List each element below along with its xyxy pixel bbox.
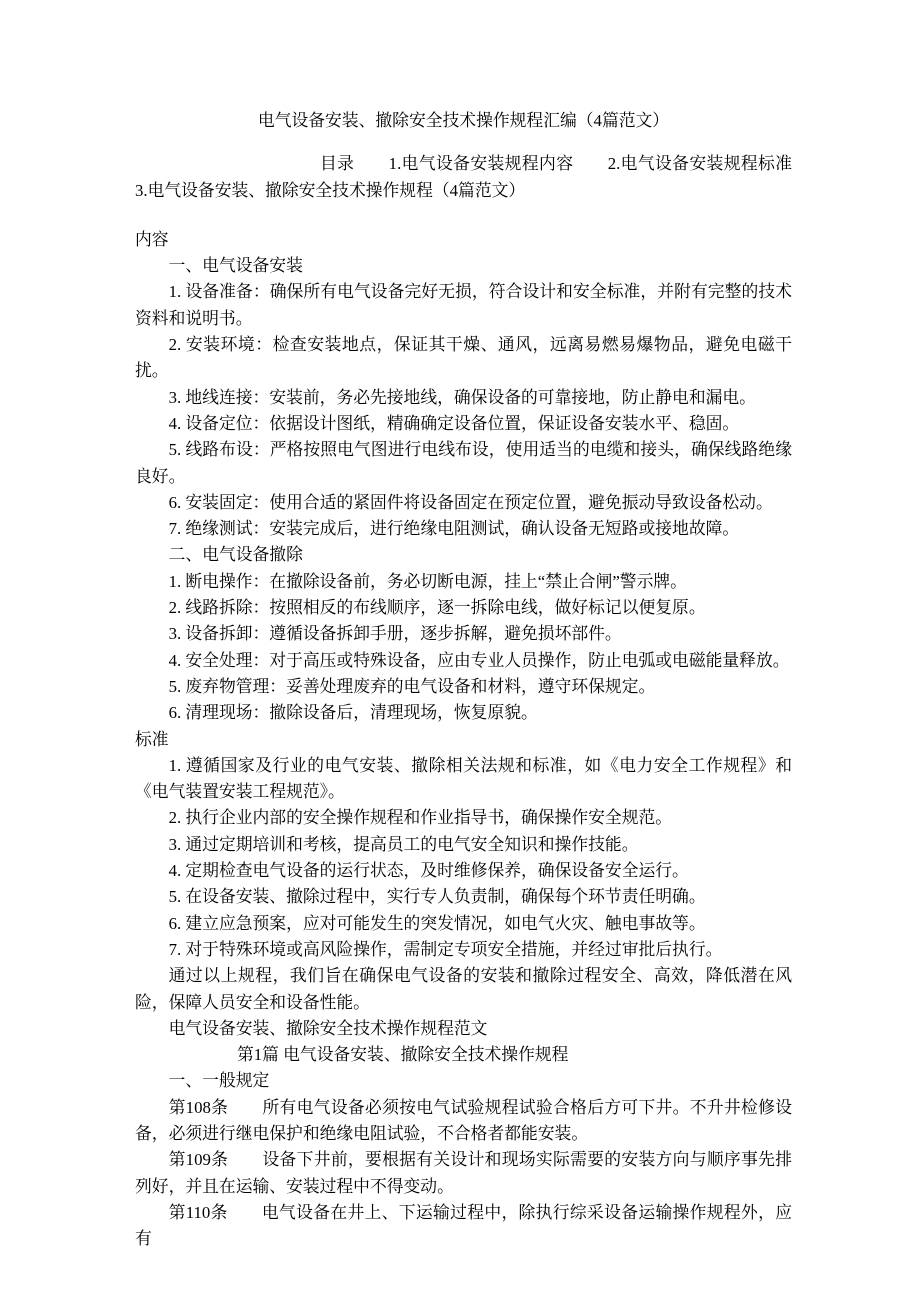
article-item: 第109条 设备下井前，要根据有关设计和现场实际需要的安装方向与顺序事先排列好，并且在运输、安装过程中不得变动。	[135, 1150, 792, 1196]
toc-line: 目录 1.电气设备安装规程内容 2.电气设备安装规程标准 3.电气设备安装、撤除安全技术操作规程（4篇范文）	[135, 154, 792, 200]
list-item: 7. 对于特殊环境或高风险操作，需制定专项安全措施，并经过审批后执行。	[168, 939, 723, 959]
list-item: 4. 安全处理：对于高压或特殊设备，应由专业人员操作，防止电弧或电磁能量释放。	[168, 650, 790, 670]
chapter-heading: 第1篇 电气设备安装、撤除安全技术操作规程	[237, 1045, 569, 1065]
heading-removal: 二、电气设备撤除	[168, 545, 303, 565]
list-item: 4. 设备定位：依据设计图纸，精确确定设备位置，保证设备安装水平、稳固。	[168, 413, 740, 433]
heading-install: 一、电气设备安装	[168, 256, 303, 276]
list-item: 6. 清理现场：撤除设备后，清理现场，恢复原貌。	[168, 703, 538, 723]
heading-general: 一、一般规定	[168, 1071, 270, 1091]
list-item: 1. 设备准备：确保所有电气设备完好无损，符合设计和安全标准，并附有完整的技术资料和说明书。	[135, 282, 792, 328]
subtitle: 电气设备安装、撤除安全技术操作规程范文	[168, 1018, 488, 1038]
list-item: 6. 建立应急预案，应对可能发生的突发情况，如电气火灾、触电事故等。	[168, 913, 706, 933]
list-item: 5. 线路布设：严格按照电气图进行电线布设，使用适当的电缆和接头，确保线路绝缘良好。	[135, 440, 792, 486]
section-label-content: 内容	[135, 229, 169, 249]
list-item: 3. 地线连接：安装前，务必先接地线，确保设备的可靠接地，防止静电和漏电。	[168, 387, 756, 407]
list-item: 1. 断电操作：在撤除设备前，务必切断电源，挂上“禁止合闸”警示牌。	[168, 571, 687, 591]
section-label-standard: 标准	[135, 729, 169, 749]
list-item: 4. 定期检查电气设备的运行状态，及时维修保养，确保设备安全运行。	[168, 861, 689, 881]
list-item: 5. 在设备安装、撤除过程中，实行专人负责制，确保每个环节责任明确。	[168, 887, 706, 907]
list-item: 3. 通过定期培训和考核，提高员工的电气安全知识和操作技能。	[168, 834, 639, 854]
list-item: 5. 废弃物管理：妥善处理废弃的电气设备和材料，遵守环保规定。	[168, 676, 656, 696]
paragraph: 通过以上规程，我们旨在确保电气设备的安装和撤除过程安全、高效，降低潜在风险，保障人员安全和设备性能。	[135, 966, 792, 1012]
article-item: 第110条 电气设备在井上、下运输过程中，除执行综采设备运输操作规程外，应有	[135, 1202, 792, 1249]
list-item: 3. 设备拆卸：遵循设备拆卸手册，逐步拆解，避免损坏部件。	[168, 624, 622, 644]
list-item: 6. 安装固定：使用合适的紧固件将设备固定在预定位置，避免振动导致设备松动。	[168, 492, 773, 512]
list-item: 2. 线路拆除：按照相反的布线顺序，逐一拆除电线，做好标记以便复原。	[168, 598, 706, 618]
list-item: 2. 执行企业内部的安全操作规程和作业指导书，确保操作安全规范。	[168, 808, 673, 828]
list-item: 7. 绝缘测试：安装完成后，进行绝缘电阻测试，确认设备无短路或接地故障。	[168, 519, 740, 539]
document-title: 电气设备安装、撤除安全技术操作规程汇编（4篇范文）	[257, 111, 670, 130]
article-item: 第108条 所有电气设备必须按电气试验规程试验合格后方可下井。不升井检修设备，必须进行继电保护和绝缘电阻试验，不合格者都能安装。	[135, 1097, 792, 1143]
list-item: 2. 安装环境：检查安装地点，保证其干燥、通风，远离易燃易爆物品，避免电磁干扰。	[135, 335, 792, 381]
list-item: 1. 遵循国家及行业的电气安装、撤除相关法规和标准，如《电力安全工作规程》和《电气装置安装工程规范》。	[135, 755, 792, 802]
